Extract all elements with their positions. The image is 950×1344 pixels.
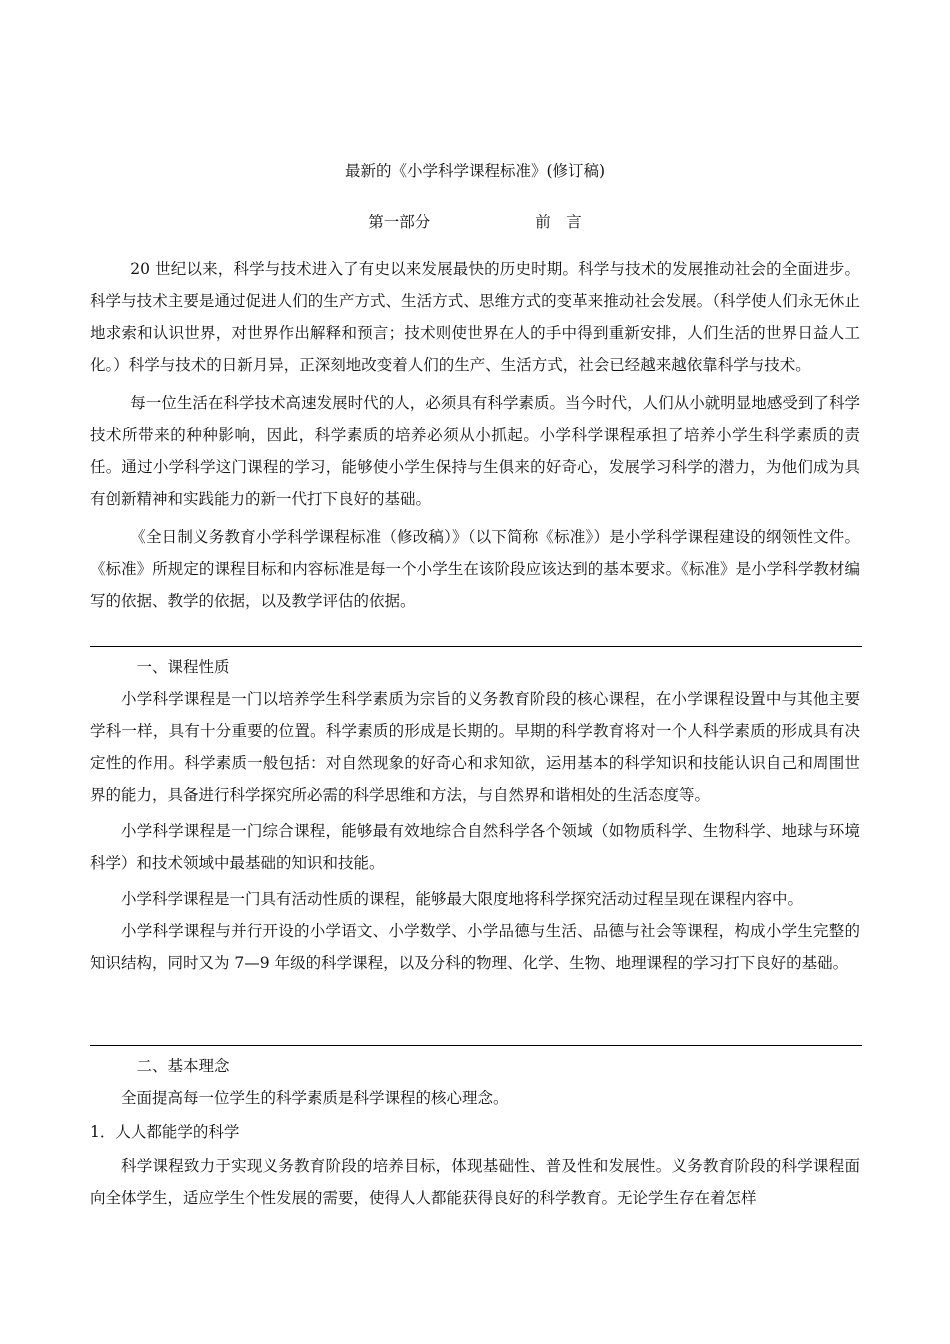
subsection-title-1: 1．人人都能学的科学	[90, 1123, 240, 1141]
section-divider-2	[90, 1045, 862, 1046]
preface-paragraph-2: 每一位生活在科学技术高速发展时代的人，必须具有科学素质。当今时代，人们从小就明显地感受到了科学技术所带来的种种影响，因此，科学素质的培养必须从小抓起。小学科学课程承担了培养小学生科学素质的责任。通过小学科学这门课程的学习，能够使小学生保持与生俱来的好奇心，发展学习科学的潜力，为他们成为具有创新精神和实践能力的新一代打下良好的基础。	[90, 394, 860, 508]
subsection-1-text: 科学课程致力于实现义务教育阶段的培养目标，体现基础性、普及性和发展性。义务教育阶段的科学课程面向全体学生，适应学生个性发展的需要，使得人人都能获得良好的科学教育。无论学生存在着怎样	[90, 1157, 860, 1207]
part-name: 前 言	[535, 213, 582, 231]
document-title: 最新的《小学科学课程标准》(修订稿)	[344, 162, 606, 180]
course-nature-paragraph-2: 小学科学课程是一门综合课程，能够最有效地综合自然科学各个领域（如物质科学、生物科学、地球与环境科学）和技术领域中最基础的知识和技能。	[90, 822, 860, 872]
course-nature-paragraph-3: 小学科学课程是一门具有活动性质的课程，能够最大限度地将科学探究活动过程呈现在课程内容中。	[121, 890, 804, 908]
course-nature-paragraph-4: 小学科学课程与并行开设的小学语文、小学数学、小学品德与生活、品德与社会等课程，构成小学生完整的知识结构，同时又为 7—9 年级的科学课程，以及分科的物理、化学、生物、地理课程的学习打下良好的基础。	[90, 922, 860, 972]
part-label: 第一部分	[368, 213, 431, 231]
section-heading-basic-concepts: 二、基本理念	[136, 1057, 230, 1075]
basic-concepts-intro: 全面提高每一位学生的科学素质是科学课程的核心理念。	[121, 1089, 509, 1107]
section-course-nature	[90, 651, 860, 979]
section-basic-concepts	[90, 1050, 860, 1214]
section-heading-course-nature: 一、课程性质	[136, 658, 230, 676]
section-divider-1	[90, 646, 862, 647]
preface-section	[90, 253, 860, 617]
preface-paragraph-3: 《全日制义务教育小学科学课程标准（修改稿）》（以下简称《标准》）是小学科学课程建设的纲领性文件。《标准》所规定的课程目标和内容标准是每一个小学生在该阶段应该达到的基本要求。《标准》是小学科学教材编写的依据、教学的依据，以及教学评估的依据。	[90, 528, 860, 610]
part-heading	[0, 209, 950, 235]
course-nature-paragraph-1: 小学科学课程是一门以培养学生科学素质为宗旨的义务教育阶段的核心课程，在小学课程设置中与其他主要学科一样，具有十分重要的位置。科学素质的形成是长期的。早期的科学教育将对一个人科学素质的形成具有决定性的作用。科学素质一般包括：对自然现象的好奇心和求知欲，运用基本的科学知识和技能认识自己和周围世界的能力，具备进行科学探究所必需的科学思维和方法，与自然界和谐相处的生活态度等。	[90, 690, 860, 804]
preface-paragraph-1: 20 世纪以来，科学与技术进入了有史以来发展最快的历史时期。科学与技术的发展推动社会的全面进步。科学与技术主要是通过促进人们的生产方式、生活方式、思维方式的变革来推动社会发展。（科学使人们永无休止地求索和认识世界，对世界作出解释和预言；技术则使世界在人的手中得到重新安排，人们生活的世界日益人工化。）科学与技术的日新月异，正深刻地改变着人们的生产、生活方式，社会已经越来越依靠科学与技术。	[90, 260, 860, 374]
